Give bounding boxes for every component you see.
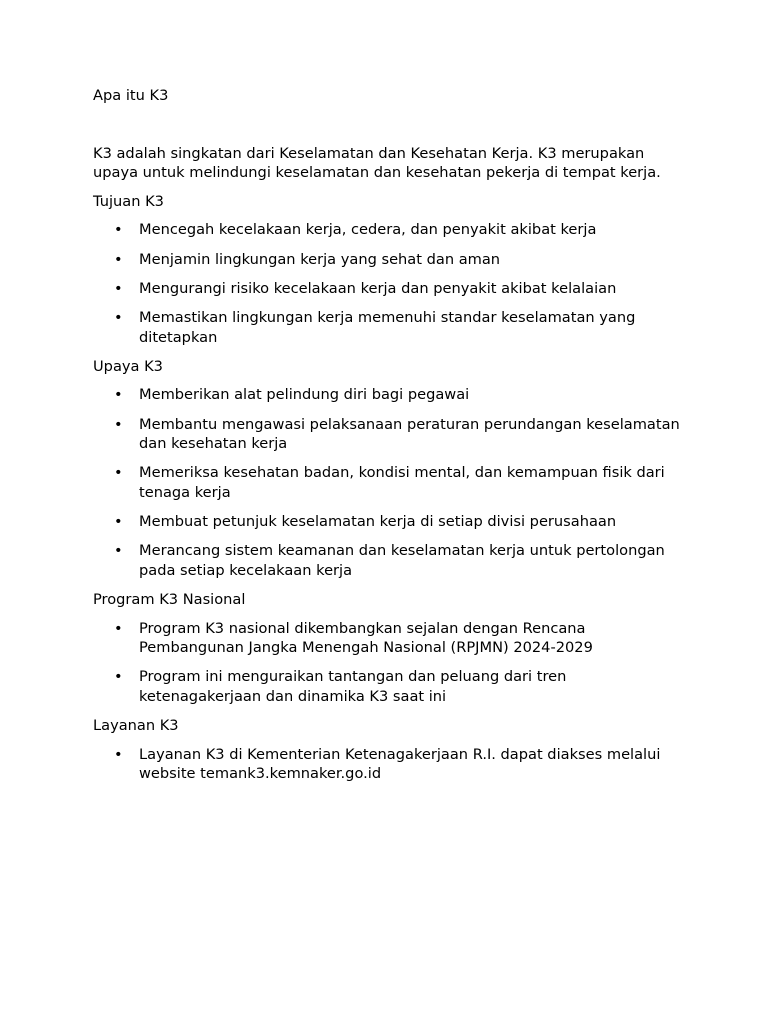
bullet-icon: •: [114, 745, 123, 763]
bullet-icon: •: [114, 668, 123, 686]
document-title: Apa itu K3: [93, 87, 169, 104]
bullet-list: [93, 619, 683, 707]
list-item: [93, 279, 683, 299]
bullet-icon: •: [114, 513, 123, 531]
bullet-icon: •: [114, 415, 123, 433]
list-item: [93, 250, 683, 270]
section-upaya: [93, 357, 683, 581]
section-heading: Tujuan K3: [93, 192, 164, 210]
list-item-text: Memberikan alat pelindung diri bagi pegawai: [139, 386, 470, 404]
list-item: [93, 415, 683, 454]
list-item-text: Mengurangi risiko kecelakaan kerja dan penyakit akibat kelalaian: [139, 279, 617, 297]
list-item-text: Layanan K3 di Kementerian Ketenagakerjaan R.I. dapat diakses melalui website temank3.kemnaker.go.id: [139, 745, 661, 783]
list-item: [93, 745, 683, 784]
bullet-icon: •: [114, 464, 123, 482]
bullet-icon: •: [114, 386, 123, 404]
list-item: [93, 385, 683, 405]
list-item-text: Merancang sistem keamanan dan keselamatan kerja untuk pertolongan pada setiap kecelakaan kerja: [139, 542, 665, 579]
list-item-text: Membuat petunjuk keselamatan kerja di setiap divisi perusahaan: [139, 513, 617, 531]
section-heading: Program K3 Nasional: [93, 591, 246, 609]
bullet-icon: •: [114, 279, 123, 297]
section-program-nasional: [93, 590, 683, 707]
list-item: [93, 512, 683, 532]
bullet-icon: •: [114, 308, 123, 326]
bullet-icon: •: [114, 250, 123, 268]
section-heading: Layanan K3: [93, 717, 179, 735]
bullet-icon: •: [114, 619, 123, 637]
document-page: [93, 86, 683, 794]
list-item: [93, 619, 683, 658]
list-item-text: Memeriksa kesehatan badan, kondisi mental, dan kemampuan fisik dari tenaga kerja: [139, 464, 665, 501]
list-item: [93, 667, 683, 706]
list-item-text: Membantu mengawasi pelaksanaan peraturan perundangan keselamatan dan kesehatan kerja: [139, 415, 680, 453]
list-item: [93, 220, 683, 240]
list-item-text: Program ini menguraikan tantangan dan peluang dari tren ketenagakerjaan dan dinamika K3 saat ini: [139, 668, 567, 705]
bullet-list: [93, 385, 683, 580]
list-item: [93, 541, 683, 580]
intro-paragraph: K3 adalah singkatan dari Keselamatan dan Kesehatan Kerja. K3 merupakan upaya untuk melindungi keselamatan dan kesehatan pekerja di tempat kerja.: [93, 144, 661, 182]
list-item: [93, 463, 683, 502]
bullet-list: [93, 220, 683, 347]
section-tujuan: [93, 192, 683, 347]
list-item-text: Memastikan lingkungan kerja memenuhi standar keselamatan yang ditetapkan: [139, 308, 636, 346]
section-heading: Upaya K3: [93, 357, 163, 375]
section-layanan: [93, 716, 683, 784]
bullet-icon: •: [114, 221, 123, 239]
list-item: [93, 308, 683, 347]
list-item-text: Program K3 nasional dikembangkan sejalan dengan Rencana Pembangunan Jangka Menengah Nasional (RPJMN) 2024-2029: [139, 619, 593, 657]
list-item-text: Mencegah kecelakaan kerja, cedera, dan penyakit akibat kerja: [139, 221, 597, 239]
list-item-text: Menjamin lingkungan kerja yang sehat dan aman: [139, 250, 501, 268]
bullet-icon: •: [114, 542, 123, 560]
bullet-list: [93, 745, 683, 784]
